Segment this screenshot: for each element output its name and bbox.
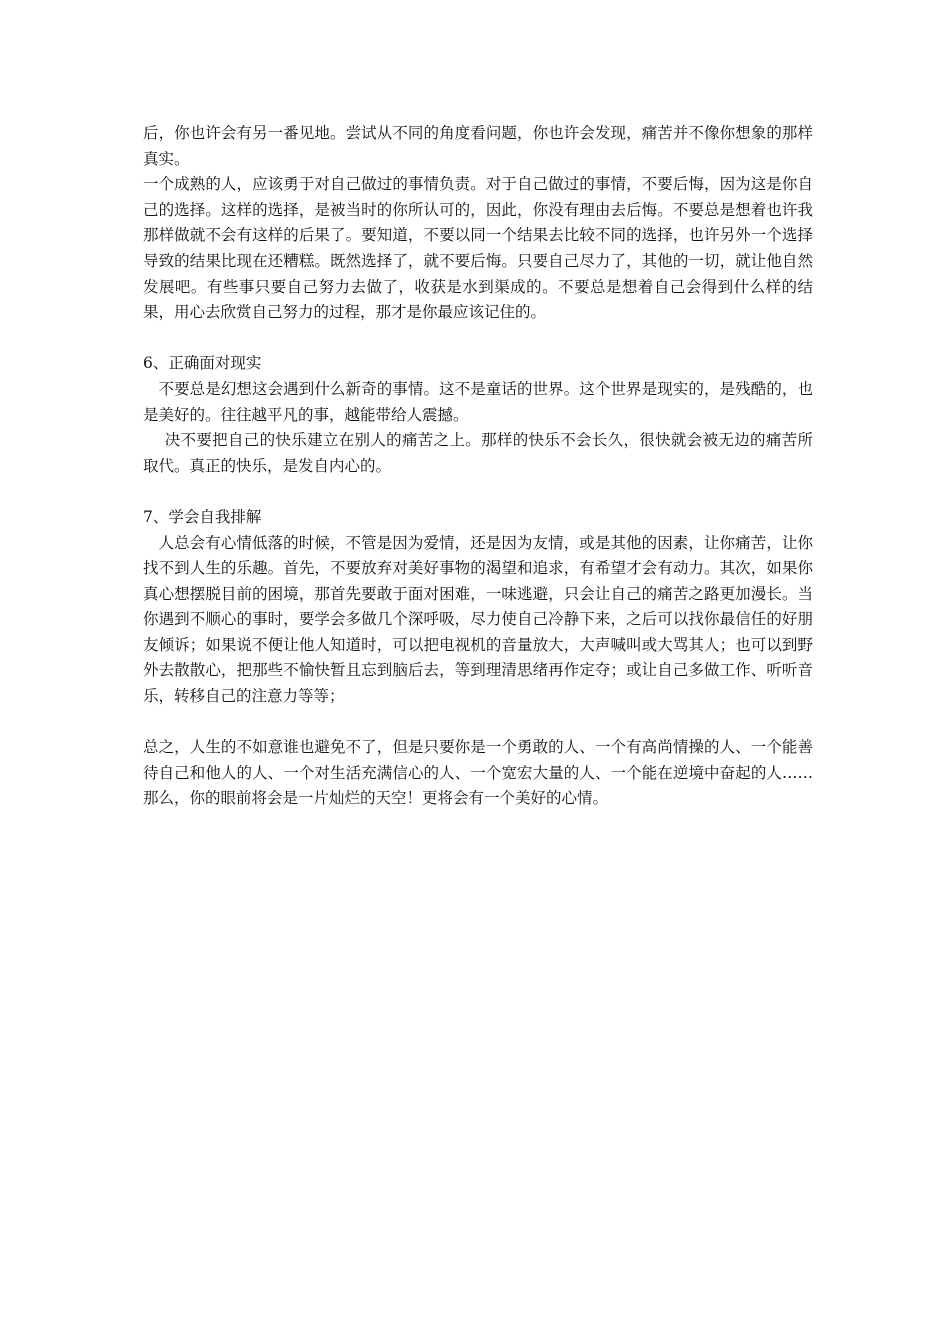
document-page <box>143 121 813 812</box>
blank-line <box>143 326 813 352</box>
section-heading-7: 7、学会自我排解 <box>143 507 262 526</box>
section-heading-6: 6、正确面对现实 <box>143 354 262 373</box>
blank-line <box>143 479 813 505</box>
paragraph-responsibility: 一个成熟的人，应该勇于对自己做过的事情负责。对于自己做过的事情，不要后悔，因为这是你自己的选择。这样的选择，是被当时的你所认可的，因此，你没有理由去后悔。不要总是想着也许我那样做就不会有这样的后果了。要知道，不要以同一个结果去比较不同的选择，也许另外一个选择导致的结果比现在还糟糕。既然选择了，就不要后悔。只要自己尽力了，其他的一切，就让他自然发展吧。有些事只要自己努力去做了，收获是水到渠成的。不要总是想着自己会得到什么样的结果，用心去欣赏自己努力的过程，那才是你最应该记住的。 <box>143 175 813 322</box>
section-7-paragraph-1: 人总会有心情低落的时候，不管是因为爱情，还是因为友情，或是其他的因素，让你痛苦，让你找不到人生的乐趣。首先，不要放弃对美好事物的渴望和追求，有希望才会有动力。其次，如果你真心想摆脱目前的困境，那首先要敢于面对困难，一味逃避，只会让自己的痛苦之路更加漫长。当你遇到不顺心的事时，要学会多做几个深呼吸，尽力使自己冷静下来，之后可以找你最信任的好朋友倾诉；如果说不便让他人知道时，可以把电视机的音量放大，大声喊叫或大骂其人；也可以到野外去散散心，把那些不愉快暂且忘到脑后去，等到理清思绪再作定夺；或让自己多做工作、听听音乐，转移自己的注意力等等； <box>143 533 813 706</box>
blank-line <box>143 710 813 736</box>
conclusion-paragraph: 总之，人生的不如意谁也避免不了，但是只要你是一个勇敢的人、一个有高尚情操的人、一个能善待自己和他人的人、一个对生活充满信心的人、一个宽宏大量的人、一个能在逆境中奋起的人……那么，你的眼前将会是一片灿烂的天空！更将会有一个美好的心情。 <box>143 738 813 808</box>
section-6-paragraph-2: 决不要把自己的快乐建立在别人的痛苦之上。那样的快乐不会长久，很快就会被无边的痛苦所取代。真正的快乐，是发自内心的。 <box>143 431 813 475</box>
section-6-paragraph-1: 不要总是幻想这会遇到什么新奇的事情。这不是童话的世界。这个世界是现实的，是残酷的，也是美好的。往往越平凡的事，越能带给人震撼。 <box>143 379 813 424</box>
paragraph-continuation: 后，你也许会有另一番见地。尝试从不同的角度看问题，你也许会发现，痛苦并不像你想象的那样真实。 <box>143 124 813 168</box>
